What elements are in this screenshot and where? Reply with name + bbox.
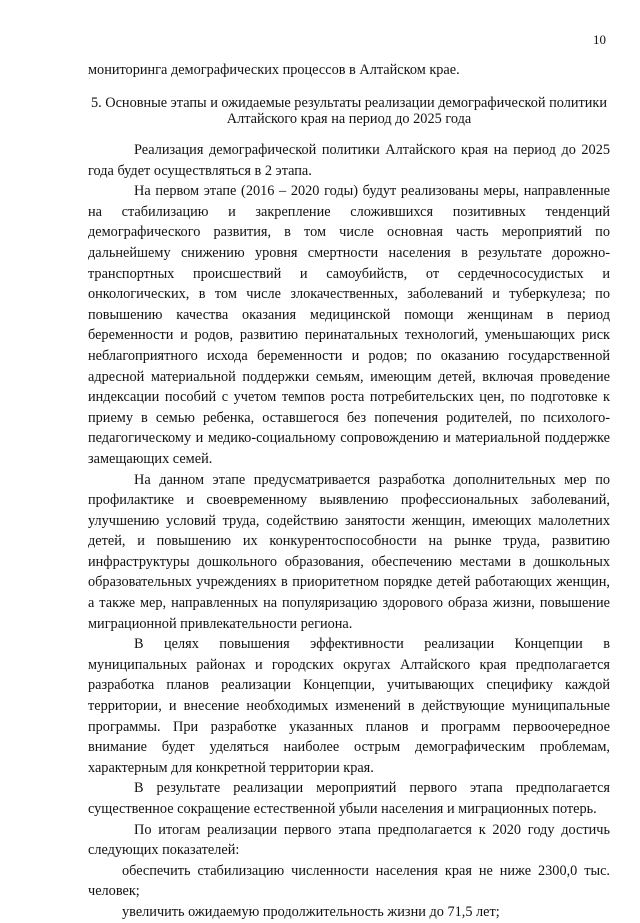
carryover-line: мониторинга демографических процессов в Алтайском крае. [88, 62, 460, 78]
indicator-life-expectancy: увеличить ожидаемую продолжительность жизни до 71,5 лет; [122, 903, 500, 920]
paragraph-expected-results: В результате реализации мероприятий первого этапа предполагается существенное сокращение естественной убыли населения и миграционных потерь. [88, 780, 610, 817]
indicator-population: обеспечить стабилизацию численности населения края не ниже 2300,0 тыс. человек; [88, 862, 610, 900]
page-number: 10 [593, 32, 606, 47]
paragraph-first-stage: На первом этапе (2016 – 2020 годы) будут реализованы меры, направленные на стабилизацию и закрепление сложившихся позитивных тенденций демографического развития, в том числе основная часть мероприятий по дальнейшему снижению уровня смертности населения в результате дорожно-транспортных происшествий и самоубийств, от сердечнососудистых и онкологических, в том числе злокачественных, заболеваний и туберкулеза; по повышению качества оказания медицинской помощи женщинам в период беременности и родов, развитию перинатальных технологий, уменьшающих риск неблагоприятного исхода беременности и родов; по оказанию государственной адресной материальной поддержки семьям, имеющим детей, включая проведение индексации пособий с учетом темпов роста потребительских цен, по подготовке к приему в семью ребенка, оставшегося без попечения родителей, по психолого-педагогическому и медико-социальному сопровождению и материальной поддержке замещающих семей. [88, 183, 610, 467]
paragraph-municipal-plans: В целях повышения эффективности реализации Концепции в муниципальных районах и городских округах Алтайского края предполагается разработка планов реализации Концепции, учитывающих специфику каждой территории, и внесение необходимых изменений в действующие муниципальные программы. При разработке указанных планов и программ первоочередное внимание будет уделяться наиболее острым демографическим проблемам, характерным для конкретной территории края. [88, 636, 610, 776]
paragraph-stages-intro: Реализация демографической политики Алтайского края на период до 2025 года будет осуществляться в 2 этапа. [88, 142, 610, 179]
section-heading: 5. Основные этапы и ожидаемые результаты реализации демографической политики Алтайского края на период до 2025 года [90, 95, 608, 127]
carryover-text [88, 60, 610, 81]
paragraph-additional-measures: На данном этапе предусматривается разработка дополнительных мер по профилактике и своевременному выявлению профессиональных заболеваний, улучшению условий труда, содействию занятости женщин, имеющих малолетних детей, и повышению их конкурентоспособности на рынке труда, развитию инфраструктуры дошкольного образования, обеспечению местами в дошкольных образовательных учреждениях в приоритетном порядке детей работающих женщин, а также мер, направленных на популяризацию здорового образа жизни, повышение миграционной привлекательности региона. [88, 471, 610, 632]
paragraph-indicators-intro: По итогам реализации первого этапа предполагается к 2020 году достичь следующих показателей: [88, 821, 610, 859]
body-text [88, 140, 610, 923]
